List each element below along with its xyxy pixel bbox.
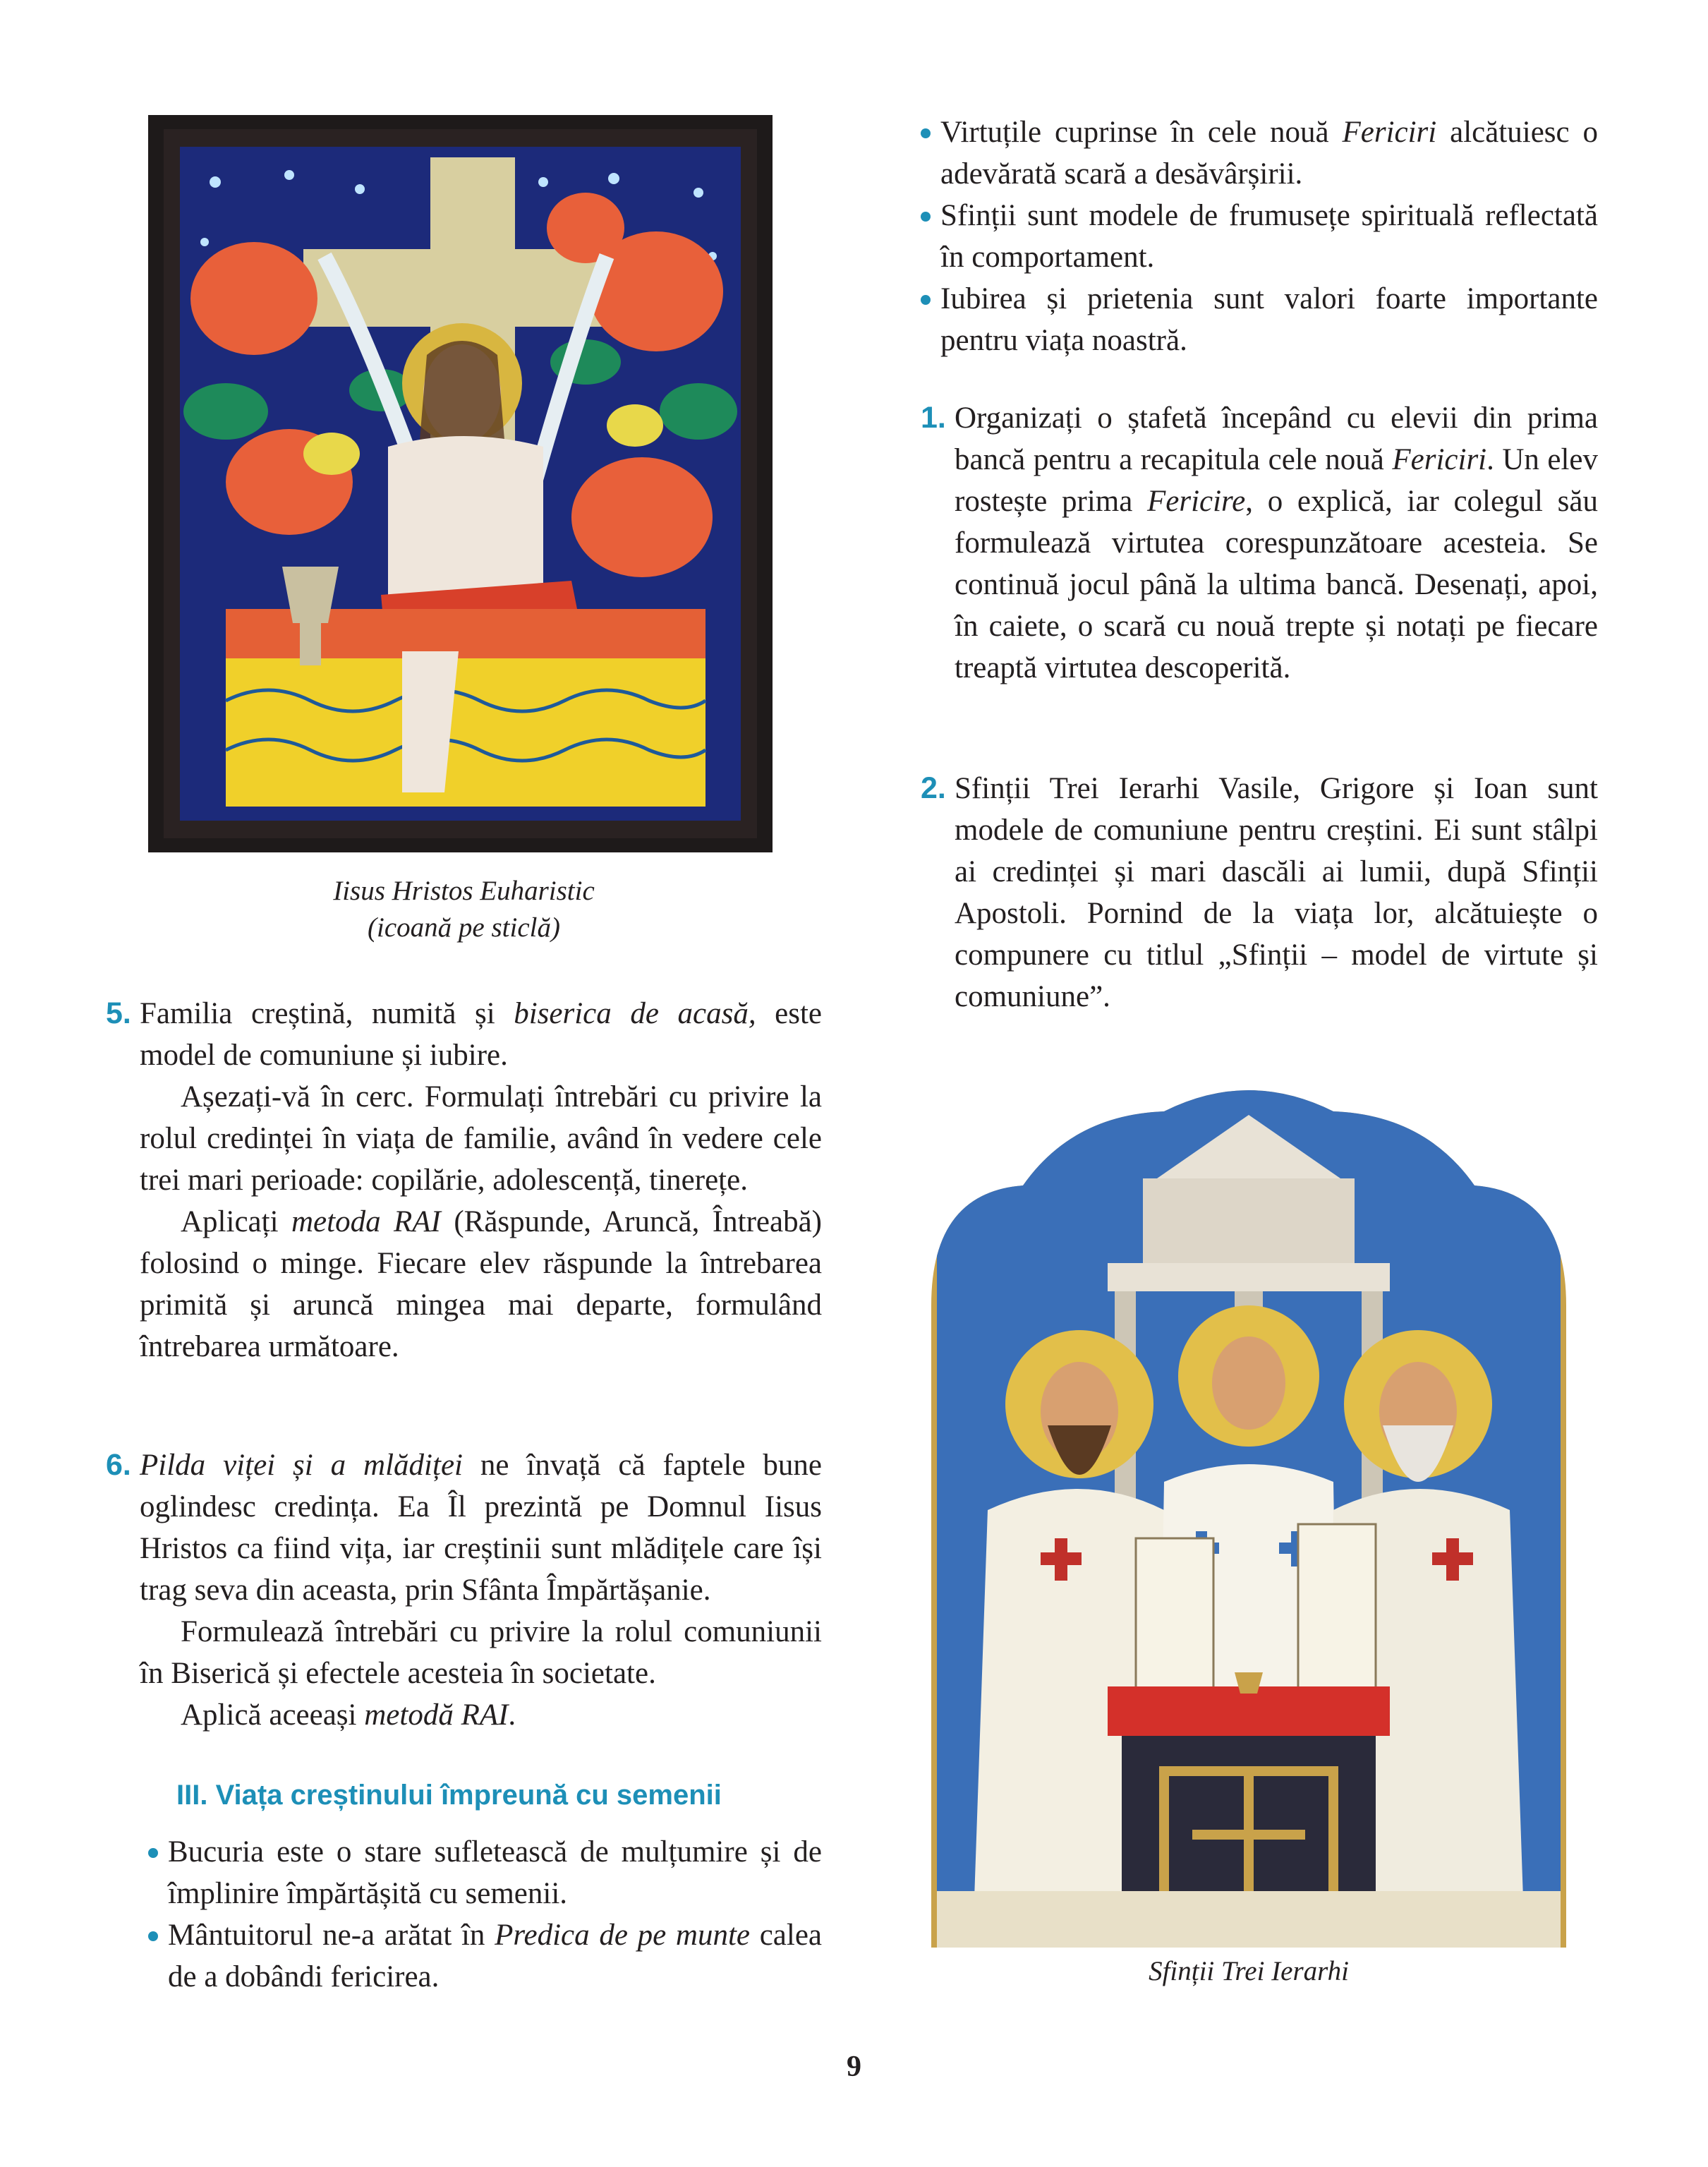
bullet-dot-icon bbox=[921, 212, 931, 222]
bullet-text: Sfinții sunt modele de frumusețe spirituală reflectată în comportament. bbox=[940, 199, 1598, 274]
text-run: , o explică, iar colegul său formulează virtutea corespunzătoare acesteia. Se continuă jocul până la ultima bancă. Desenați, apoi, în caiete, o scară cu nouă trepte și notați pe fiecare treaptă virtutea descoperită. bbox=[955, 485, 1598, 684]
item-1-body bbox=[955, 397, 1598, 689]
icon1-caption-line1: Iisus Hristos Euharistic bbox=[333, 876, 595, 906]
section-heading: III. Viața creștinului împreună cu semenii bbox=[176, 1780, 722, 1811]
text-run: Aplică aceeași bbox=[181, 1698, 365, 1732]
text-run: . Un elev rostește prima bbox=[955, 443, 1599, 518]
text-run: calea de a dobândi fericirea. bbox=[168, 1919, 822, 1993]
bullet-text bbox=[168, 1914, 822, 1998]
italic-run: Pilda viței și a mlădiței bbox=[140, 1449, 463, 1482]
icon2-caption: Sfinții Trei Ierarhi bbox=[1149, 1956, 1349, 1986]
text-run: (Răspunde, Aruncă, Întreabă) folosind o minge. Fiecare elev răspunde la întrebarea primită și aruncă mingea mai departe, formulând întrebarea următoare. bbox=[140, 1205, 823, 1363]
italic-run: metodă RAI bbox=[364, 1698, 509, 1732]
text-run: Familia creștină, numită și bbox=[140, 997, 514, 1030]
icon1-caption bbox=[106, 873, 822, 946]
text-run: . bbox=[508, 1698, 516, 1732]
icon-christ-eucharistic-image bbox=[148, 115, 773, 852]
item-5-p1 bbox=[140, 993, 822, 1076]
icon-three-hierarchs-image bbox=[931, 1073, 1566, 1948]
item-5-p3 bbox=[140, 1201, 822, 1368]
bullet-dot-icon bbox=[148, 1848, 158, 1858]
text-run: este model de comuniune și iubire. bbox=[140, 997, 823, 1072]
italic-run: Fericiri bbox=[1342, 116, 1437, 149]
italic-run: metoda RAI bbox=[291, 1205, 441, 1238]
italic-run: biserica de acasă, bbox=[514, 997, 756, 1030]
bullet-dot-icon bbox=[921, 128, 931, 138]
bullet-text bbox=[940, 111, 1598, 195]
icon1-caption-line2: (icoană pe sticlă) bbox=[368, 912, 560, 943]
item-number: 2. bbox=[921, 771, 946, 805]
item-2-body: Sfinții Trei Ierarhi Vasile, Grigore și Ioan sunt modele de comuniune pentru creștini. Ei sunt stâlpi ai credinței și mari dascăli ai lumii, după Sfinții Apostoli. Pornind de la viața lor, alcătuiește o compunere cu titlul „Sfinții – model de virtute și comuniune”. bbox=[955, 772, 1598, 1013]
bullet-text: Iubirea și prietenia sunt valori foarte importante pentru viața noastră. bbox=[940, 282, 1598, 357]
text-run: Mântuitorul ne-a arătat în bbox=[168, 1919, 495, 1952]
italic-run: Fericire bbox=[1146, 485, 1246, 518]
item-6-p1 bbox=[140, 1444, 822, 1611]
item-5-p2: Așezați-vă în cerc. Formulați întrebări cu privire la rolul credinței în viața de familie, având în vedere cele trei mari perioade: copilărie, adolescență, tinerețe. bbox=[140, 1080, 822, 1197]
text-run: Virtuțile cuprinse în cele nouă bbox=[940, 116, 1343, 149]
item-number: 1. bbox=[921, 401, 946, 435]
item-number: 6. bbox=[106, 1448, 131, 1482]
bullet-dot-icon bbox=[921, 295, 931, 305]
bullet-dot-icon bbox=[148, 1931, 158, 1941]
item-number: 5. bbox=[106, 996, 131, 1030]
text-run: alcătuiesc o adevărată scară a desăvârșirii. bbox=[940, 116, 1598, 191]
item-6-p3 bbox=[140, 1694, 822, 1736]
text-run: Aplicați bbox=[181, 1205, 291, 1238]
item-6-p2: Formulează întrebări cu privire la rolul comuniunii în Biserică și efectele acesteia în societate. bbox=[140, 1615, 822, 1690]
italic-run: Predica de pe munte bbox=[495, 1919, 750, 1952]
item-6-body bbox=[140, 1444, 822, 1736]
italic-run: Fericiri bbox=[1392, 443, 1487, 476]
bullet-text: Bucuria este o stare sufletească de mulțumire și de împlinire împărtășită cu semenii. bbox=[168, 1835, 822, 1910]
text-run: Organizați o ștafetă începând cu elevii din prima bancă pentru a recapitula cele nouă bbox=[955, 402, 1598, 476]
item-5-body bbox=[140, 993, 822, 1368]
text-run: ne învață că faptele bune oglindesc credința. Ea Îl prezintă pe Domnul Iisus Hristos ca fiind vița, iar creștinii sunt mlădițele care își trag seva din aceasta, prin Sfânta Împărtășanie. bbox=[140, 1449, 822, 1607]
page-number: 9 bbox=[847, 2051, 861, 2083]
